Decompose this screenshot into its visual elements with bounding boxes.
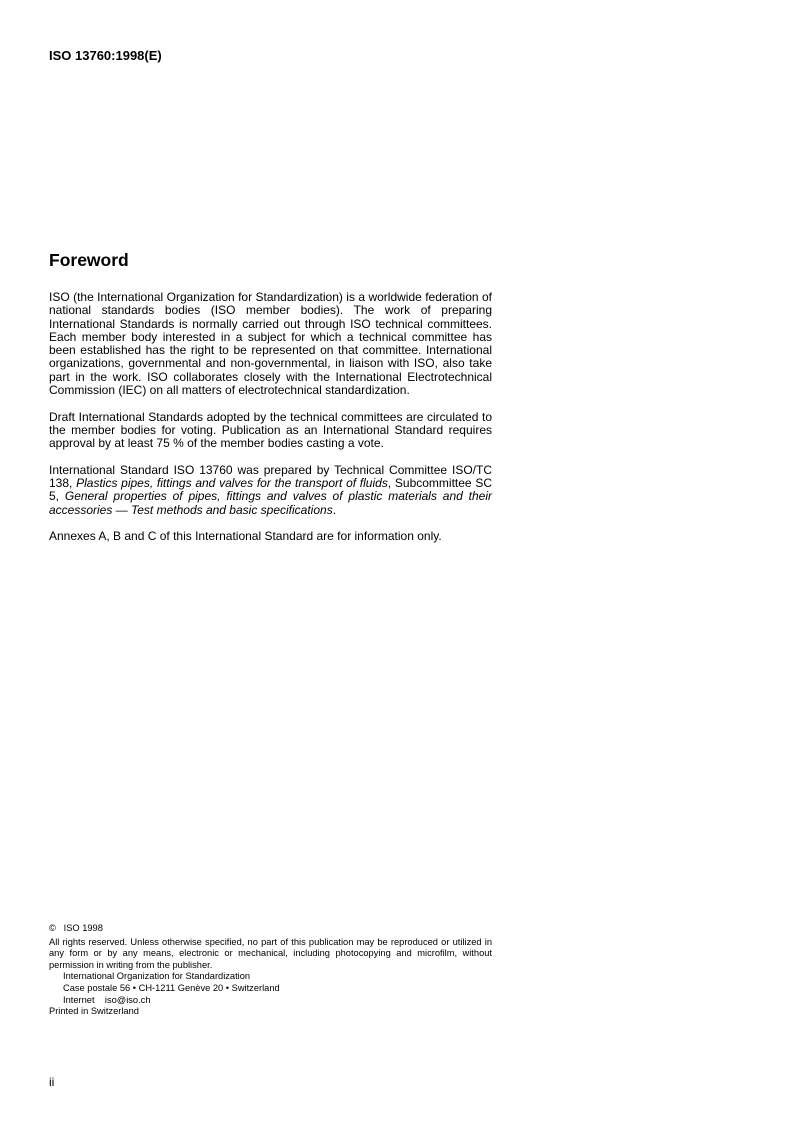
- copyright-block: [49, 923, 492, 1018]
- rights-statement: All rights reserved. Unless otherwise specified, no part of this publication may be reproduced or utilized in any form or by any means, electronic or mechanical, including photocopying and microfilm, without permission in writing from the publisher.: [49, 936, 492, 970]
- foreword-paragraph-3: [49, 464, 492, 517]
- internet-label: Internet: [63, 994, 95, 1005]
- p3-text-3: .: [332, 502, 337, 517]
- copyright-year: ISO 1998: [63, 923, 103, 933]
- committee-title: Plastics pipes, fittings and valves for the transport of fluids: [76, 476, 388, 491]
- copyright-line: [49, 923, 492, 935]
- document-id: ISO 13760:1998(E): [49, 48, 162, 63]
- page-number: ii: [49, 1075, 55, 1089]
- internet-line: [49, 995, 492, 1007]
- foreword-paragraph-1: ISO (the International Organization for Standardization) is a worldwide federation of national standards bodies (ISO member bodies). The work of preparing International Standards is normally carried out through ISO technical committees. Each member body interested in a subject for which a technical committee has been established has the right to be represented on that committee. International organizations, governmental and non-governmental, in liaison with ISO, also take part in the work. ISO collaborates closely with the International Electrotechnical Commission (IEC) on all matters of electrotechnical standardization.: [49, 290, 492, 398]
- foreword-body: [49, 291, 492, 557]
- foreword-paragraph-2: Draft International Standards adopted by the technical committees are circulated to the member bodies for voting. Publication as an International Standard requires approval by at least 75 % of the member bodies casting a vote.: [49, 409, 492, 451]
- foreword-title: Foreword: [49, 250, 129, 270]
- printed-in: Printed in Switzerland: [49, 1006, 139, 1017]
- p3-text-1: International Standard ISO 13760 was prepared by Technical Committee ISO/TC 138,: [49, 462, 492, 491]
- p3-text-2: , Subcommittee SC 5,: [49, 476, 492, 504]
- copyright-icon: ©: [49, 923, 56, 933]
- foreword-paragraph-4: Annexes A, B and C of this International Standard are for information only.: [49, 529, 442, 544]
- internet-email[interactable]: iso@iso.ch: [104, 994, 151, 1005]
- org-address: Case postale 56 • CH-1211 Genève 20 • Switzerland: [63, 982, 280, 993]
- subcommittee-title: General properties of pipes, fittings and valves of plastic materials and their accessories — Test methods and basic specifications: [49, 489, 492, 517]
- org-name: International Organization for Standardization: [63, 971, 251, 982]
